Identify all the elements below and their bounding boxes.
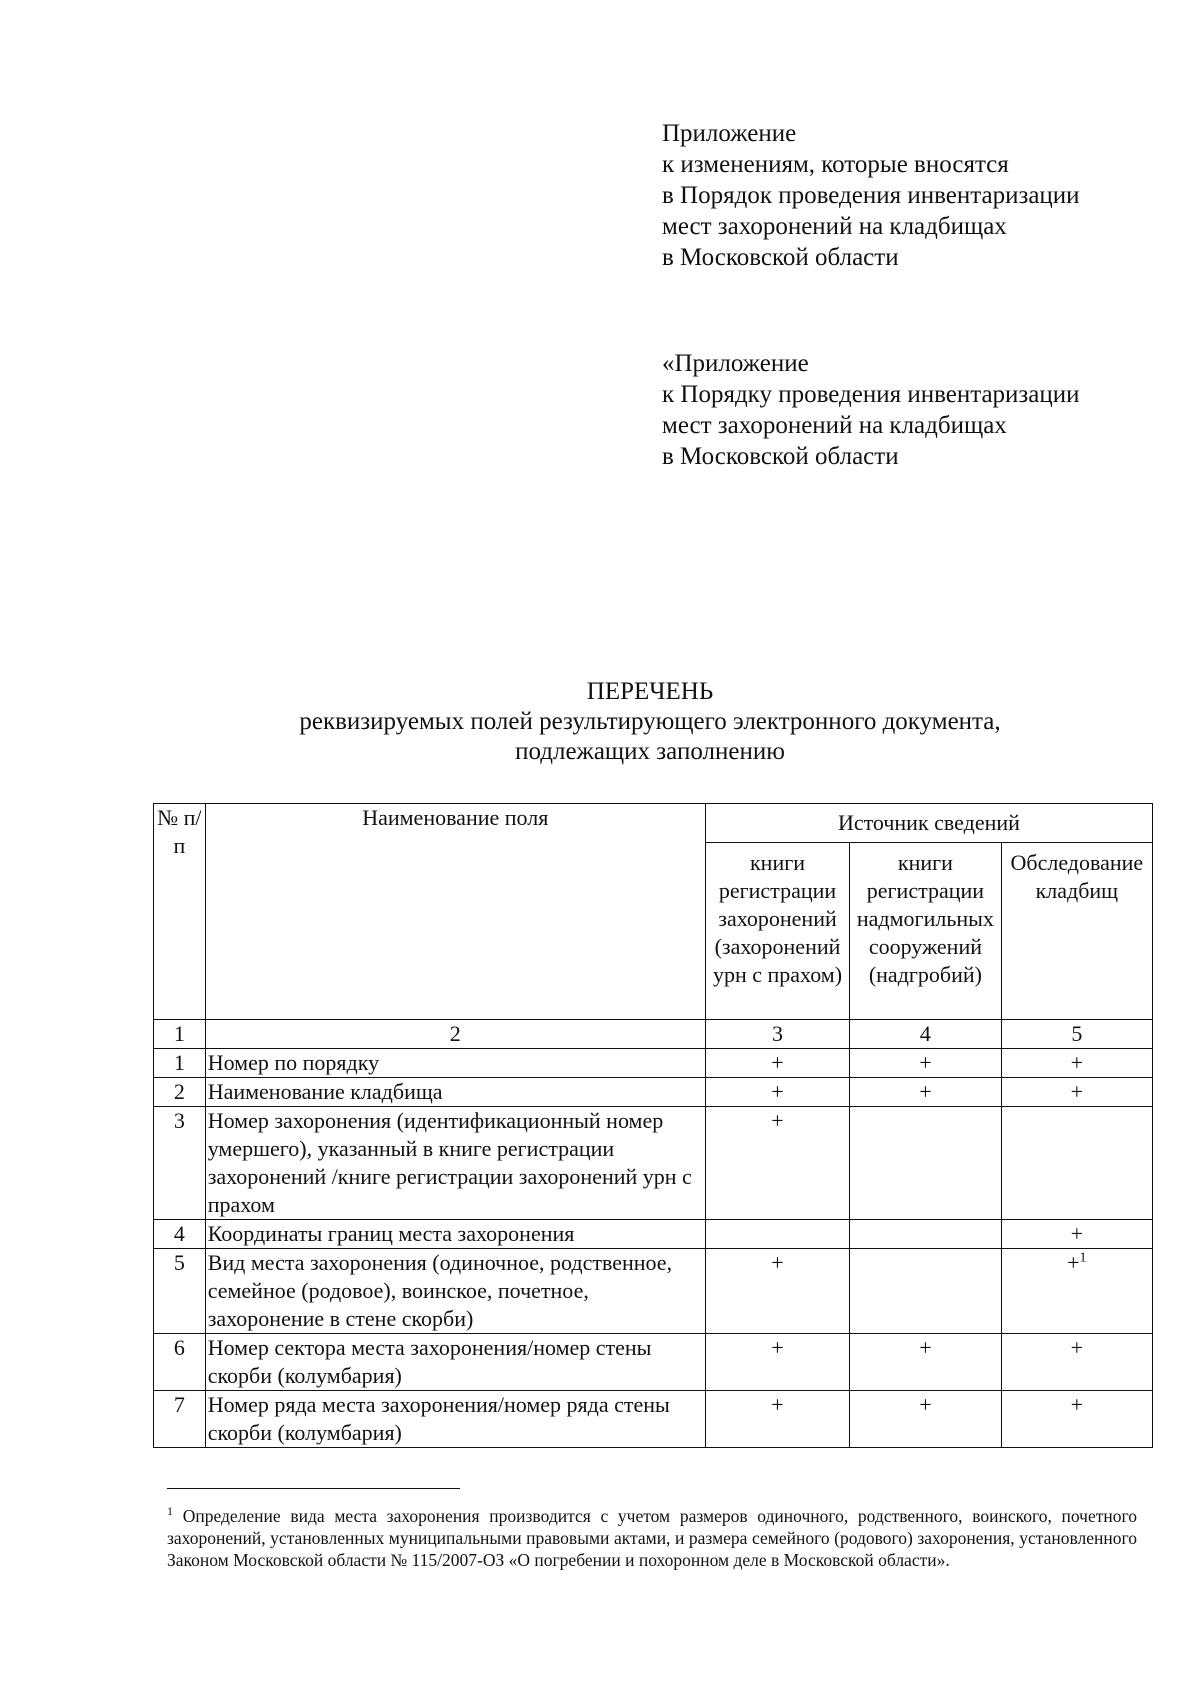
title-heading: ПЕРЕЧЕНЬ [586, 678, 714, 705]
mark-col4 [850, 1220, 1002, 1249]
mark-col3: + [705, 1334, 849, 1391]
row-number: 7 [154, 1391, 206, 1448]
row-field-name: Наименование кладбища [205, 1078, 705, 1107]
table-header-row [154, 804, 1153, 843]
row-number: 2 [154, 1078, 206, 1107]
annex-line: к изменениям, которые вносятся [662, 151, 1009, 178]
header-col4: книги регистрации надмогильных сооружений (надгробий) [850, 843, 1002, 1020]
mark-col4: + [850, 1334, 1002, 1391]
annex-line: в Порядок проведения инвентаризации [662, 182, 1080, 209]
row-number: 4 [154, 1220, 206, 1249]
footnote-divider [167, 1488, 460, 1489]
mark-col5: + [1001, 1391, 1152, 1448]
column-number: 1 [154, 1020, 206, 1049]
mark-col5 [1001, 1249, 1152, 1334]
annex-line: в Московской области [662, 244, 899, 271]
column-number: 2 [205, 1020, 705, 1049]
mark-value: + [1067, 1250, 1080, 1275]
mark-col4 [850, 1249, 1002, 1334]
footnote-text: Определение вида места захоронения производится с учетом размеров одиночного, родственного, воинского, почетного захоронений, установленных муниципальными правовыми актами, и размера семейного (родового) захоронения, установленного Законом Московской области № 115/2007-ОЗ «О погребении и похоронном деле в Московской области». [167, 1505, 1137, 1570]
annex-line: мест захоронений на кладбищах [662, 412, 1007, 439]
row-number: 5 [154, 1249, 206, 1334]
footnote-reference: 1 [1079, 1250, 1087, 1266]
annex-quoted-header [662, 348, 1080, 472]
row-field-name: Номер ряда места захоронения/номер ряда стены скорби (колумбария) [205, 1391, 705, 1448]
column-number: 4 [850, 1020, 1002, 1049]
row-field-name: Координаты границ места захоронения [205, 1220, 705, 1249]
mark-col4: + [850, 1078, 1002, 1107]
annex-line: к Порядку проведения инвентаризации [662, 381, 1080, 408]
row-field-name: Номер по порядку [205, 1049, 705, 1078]
title-line: подлежащих заполнению [515, 738, 785, 765]
annex-line: мест захоронений на кладбищах [662, 213, 1007, 240]
footnote-mark: 1 [167, 1504, 173, 1518]
column-numbers-row [154, 1020, 1153, 1049]
annex-line: Приложение [662, 120, 797, 147]
table-row [154, 1220, 1153, 1249]
row-field-name: Номер сектора места захоронения/номер стены скорби (колумбария) [205, 1334, 705, 1391]
annex-line: в Московской области [662, 443, 899, 470]
header-source: Источник сведений [705, 804, 1152, 843]
annex-header [662, 118, 1080, 273]
table-row [154, 1391, 1153, 1448]
table-row [154, 1049, 1153, 1078]
header-num: № п/п [154, 804, 206, 1020]
table-row [154, 1249, 1153, 1334]
table-row [154, 1334, 1153, 1391]
mark-col5: + [1001, 1220, 1152, 1249]
row-number: 3 [154, 1107, 206, 1220]
header-name: Наименование поля [205, 804, 705, 1020]
mark-col5: + [1001, 1078, 1152, 1107]
mark-col5 [1001, 1107, 1152, 1220]
row-field-name: Вид места захоронения (одиночное, родственное, семейное (родовое), воинское, почетное, захоронение в стене скорби) [205, 1249, 705, 1334]
mark-col3: + [705, 1249, 849, 1334]
column-number: 3 [705, 1020, 849, 1049]
table-row [154, 1107, 1153, 1220]
mark-col3: + [705, 1391, 849, 1448]
footnote [167, 1500, 1137, 1571]
fields-table [153, 803, 1153, 1448]
mark-col4: + [850, 1391, 1002, 1448]
column-number: 5 [1001, 1020, 1152, 1049]
mark-col3: + [705, 1107, 849, 1220]
title-line: реквизируемых полей результирующего электронного документа, [299, 708, 1001, 735]
row-number: 1 [154, 1049, 206, 1078]
mark-col3 [705, 1220, 849, 1249]
annex-line: «Приложение [662, 350, 809, 377]
header-col3: книги регистрации захоронений (захоронений урн с прахом) [705, 843, 849, 1020]
mark-col5: + [1001, 1049, 1152, 1078]
mark-col3: + [705, 1049, 849, 1078]
row-field-name: Номер захоронения (идентификационный номер умершего), указанный в книге регистрации захоронений /книге регистрации захоронений урн с прахом [205, 1107, 705, 1220]
mark-col4: + [850, 1049, 1002, 1078]
mark-col4 [850, 1107, 1002, 1220]
mark-col3: + [705, 1078, 849, 1107]
mark-col5: + [1001, 1334, 1152, 1391]
row-number: 6 [154, 1334, 206, 1391]
document-title [150, 677, 1150, 767]
header-col5: Обследование кладбищ [1001, 843, 1152, 1020]
table-row [154, 1078, 1153, 1107]
